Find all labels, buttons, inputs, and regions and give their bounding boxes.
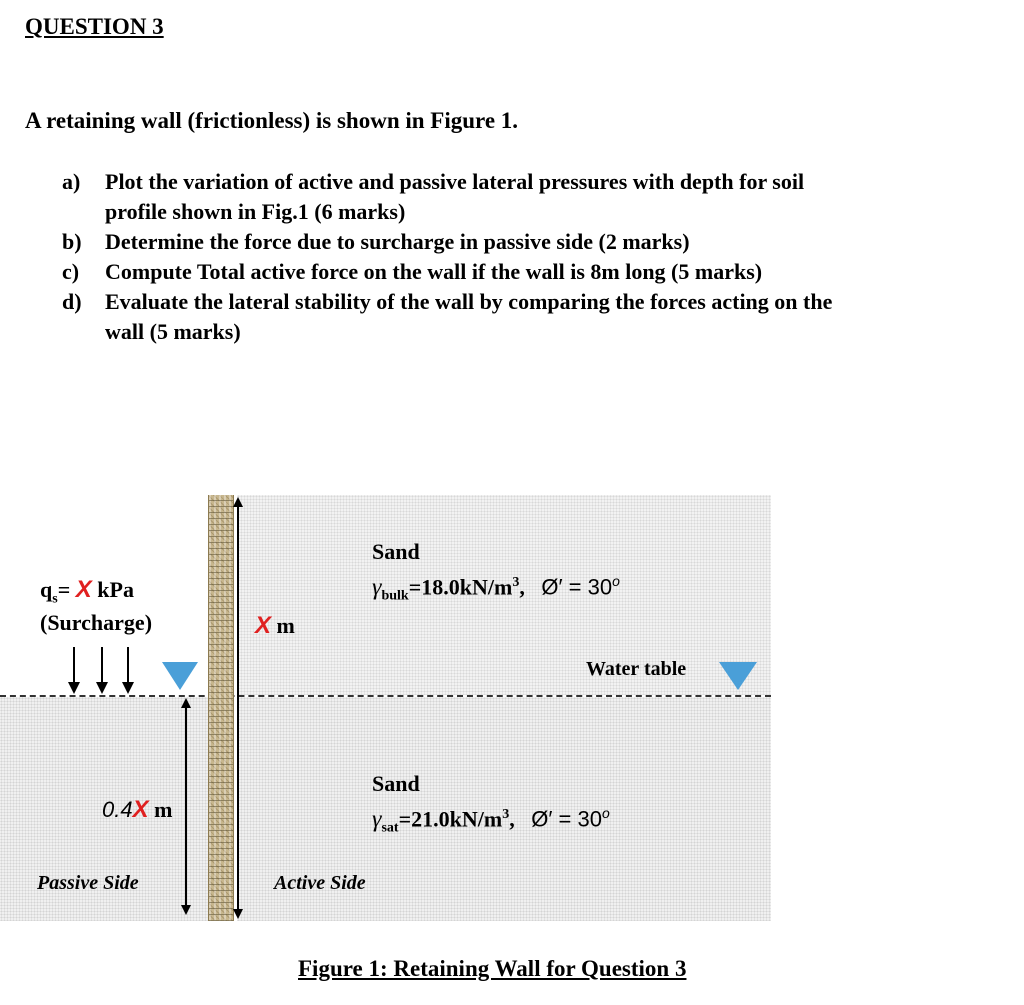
lower-layer-name: Sand xyxy=(372,771,420,796)
upper-layer-properties: $\gamma_{bulk}=18.0kN/m^3$, Ø′ = $30^o$ xyxy=(372,573,620,604)
part-letter: d) xyxy=(62,289,82,314)
part-letter: c) xyxy=(62,259,80,284)
water-table-icon xyxy=(162,662,198,690)
active-side-label: Active Side xyxy=(274,872,366,894)
passive-depth-label: 0.4X m xyxy=(102,796,173,823)
surcharge-label: (Surcharge) xyxy=(40,610,153,635)
water-table-label: Water table xyxy=(586,658,687,680)
part-text: Compute Total active force on the wall if the wall is 8m long (5 marks) xyxy=(105,259,763,284)
part-letter: b) xyxy=(62,229,82,254)
part-text: Plot the variation of active and passive lateral pressures with depth for soil xyxy=(105,169,805,194)
question-title: QUESTION 3 xyxy=(25,14,164,39)
surcharge-arrows xyxy=(68,647,134,694)
part-text: profile shown in Fig.1 (6 marks) xyxy=(105,199,406,224)
water-table-icon xyxy=(719,662,757,690)
part-text: Evaluate the lateral stability of the wall by comparing the forces acting on the xyxy=(105,289,833,314)
surcharge-value: $q_s= X$ kPa xyxy=(40,576,134,607)
passive-side-label: Passive Side xyxy=(37,872,139,894)
figure-caption: Figure 1: Retaining Wall for Question 3 xyxy=(298,956,687,981)
question-intro: A retaining wall (frictionless) is shown in Figure 1. xyxy=(25,108,519,133)
upper-layer-name: Sand xyxy=(372,539,420,564)
part-text: Determine the force due to surcharge in passive side (2 marks) xyxy=(105,229,690,254)
lower-layer-properties: $\gamma_{sat}=21.0kN/m^3$, Ø′ = $30^o$ xyxy=(372,805,610,836)
part-text: wall (5 marks) xyxy=(105,319,241,344)
part-letter: a) xyxy=(62,169,81,194)
wall-height-label: X m xyxy=(255,612,295,639)
